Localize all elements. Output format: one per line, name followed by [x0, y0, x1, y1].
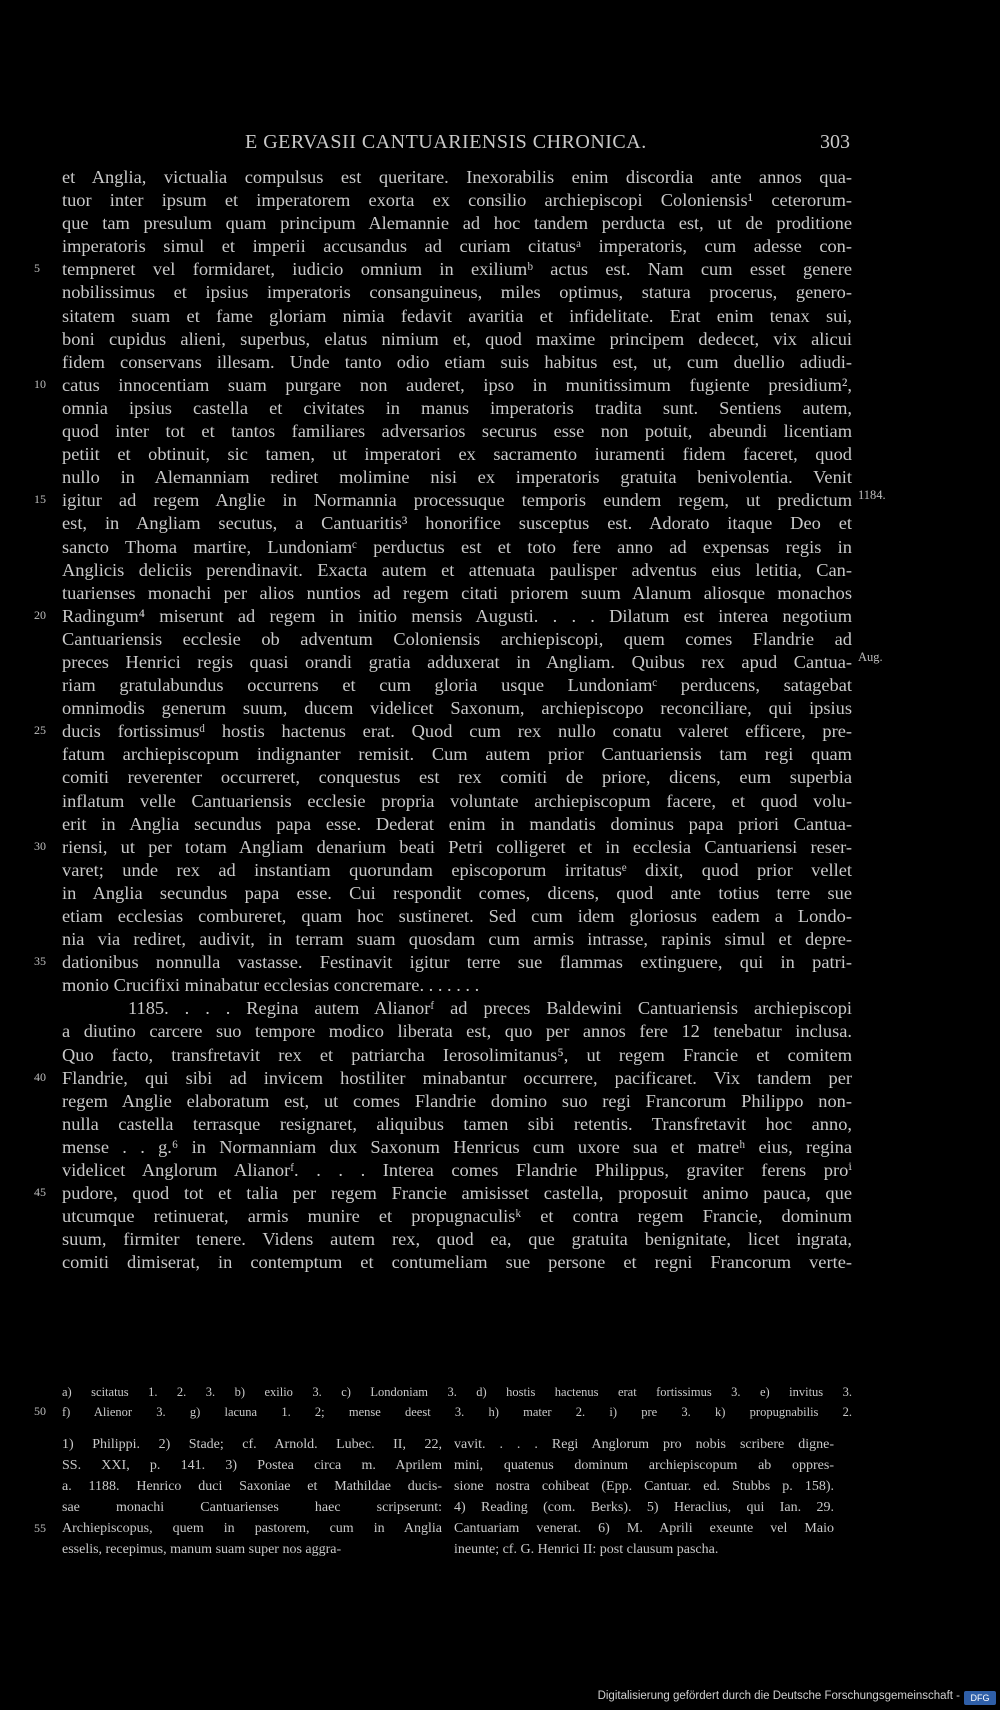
text-line: etiam ecclesias combureret, quam hoc sustineret. Sed cum idem gloriosus eadem a Londo- [62, 906, 852, 926]
margin-year: 1184. [858, 488, 886, 502]
text-line: sione nostra cohibeat (Epp. Cantuar. ed. Stubbs p. 158). [454, 1479, 834, 1494]
text-line: et Anglia, victualia compulsus est queritare. Inexorabilis enim discordia ante annos qua- [62, 167, 852, 187]
text-line: erit in Anglia secundus papa esse. Dederat enim in mandatis dominus papa priori Cantua- [62, 813, 852, 834]
text-line: regem Anglie elaboratum est, ut comes Flandrie domino suo regi Francorum Philippo non- [62, 1090, 852, 1111]
text-line: sancto Thoma martire, Lundoniamᶜ perductus est et toto fere anno ad expensas regis in [62, 536, 852, 557]
line-number: 30 [34, 839, 46, 853]
text-line: sae monachi Cantuarienses haec scripserunt: [62, 1500, 442, 1515]
running-title: E GERVASII CANTUARIENSIS CHRONICA. [245, 131, 647, 153]
text-line: Quo facto, transfretavit rex et patriarcha Ierosolimitanus⁵, ut regem Francie et comitem [62, 1044, 852, 1065]
text-line: riam gratulabundus occurrens et cum gloria usque Lundoniamᶜ perducens, satagebat [62, 675, 852, 696]
text-line: tuor inter ipsum et imperatorem exorta ex consilio archiepiscopi Coloniensis¹ ceterorum- [62, 190, 852, 211]
line-number: 50 [34, 1404, 46, 1418]
text-line: utcumque retinuerat, armis munire et propugnaculisᵏ et contra regem Francie, dominum [62, 1206, 852, 1227]
text-line: monio Crucifixi minabatur ecclesias concremare. . . . . . . [62, 975, 480, 996]
text-line: 1) Philippi. 2) Stade; cf. Arnold. Lubec. II, 22, [62, 1437, 442, 1452]
text-line: tuarienses monachi per alios nuntios ad regem citati priorem suum Alanum aliosque monachos [62, 582, 852, 603]
text-line: riensi, ut per totam Angliam denarium beati Petri colligeret et in ecclesia Cantuariensi reser- [62, 836, 852, 857]
text-line: sitatem suam et fame gloriam nimia fedavit avaritia et infidelitate. Erat enim tenax sui, [62, 305, 852, 326]
text-line: fatum archiepiscopum indignanter remisit. Cum autem prior Cantuariensis tam regi quam [62, 744, 852, 765]
footnotes-left-column [62, 1434, 442, 1560]
text-line: Anglicis deliciis perendinavit. Exacta autem et attenuata paulisper adventus eius letitia, Can- [62, 559, 852, 580]
line-number: 20 [34, 608, 46, 622]
text-line: varet; unde rex ad instantiam quorundam episcoporum irritatusᵉ dixit, quod prior vellet [62, 859, 852, 880]
margin-month: Aug. [858, 650, 883, 664]
running-header [0, 131, 1000, 161]
text-line: Radingum⁴ miserunt ad regem in initio mensis Augusti. . . . Dilatum est interea negotium [62, 605, 852, 626]
text-line: quod inter tot et tantos familiares adversarios securus esse non potuit, abeundi licentiam [62, 421, 852, 442]
footnotes-right-column [454, 1434, 834, 1560]
text-line: esselis, recepimus, manum suam super nos aggra- [62, 1542, 342, 1557]
text-line: comiti reverenter occurreret, conquestus est rex comiti de priore, dicens, eum superbia [62, 767, 852, 788]
text-line: imperatoris simul et imperii accusandus ad curiam citatusᵃ imperatoris, cum adesse con- [62, 236, 852, 257]
text-line: comiti dimiserat, in contemptum et contumeliam sue persone et regni Francorum verte- [62, 1252, 852, 1273]
text-line: petiit et obtinuit, sic tamen, ut imperatori ex sacramento iuramenti fidem faceret, quod [62, 444, 852, 465]
line-number: 25 [34, 723, 46, 737]
text-line: catus innocentiam suam purgare non auderet, ipso in munitissimum fugiente presidium², [62, 374, 852, 395]
text-line: igitur ad regem Anglie in Normannia processuque temporis eundem regem, ut predictum [62, 490, 852, 511]
page-number: 303 [820, 131, 850, 153]
text-line: inflatum velle Cantuariensis ecclesie propria voluntate archiepiscopum facere, et quod volu- [62, 790, 852, 811]
text-line: 1185. . . . Regina autem Alianorᶠ ad preces Baldewini Cantuariensis archiepiscopi [128, 998, 852, 1019]
text-line: videlicet Anglorum Alianorᶠ. . . . Interea comes Flandrie Philippus, graviter ferens proⁱ [62, 1160, 852, 1181]
text-line: nobilissimus et ipsius imperatoris consanguineus, miles optimus, statura procerus, genero- [62, 282, 852, 303]
text-line: 4) Reading (com. Berks). 5) Heraclius, qui Ian. 29. [454, 1500, 834, 1515]
text-line: Flandrie, qui sibi ad invicem hostiliter minabantur occurrere, pacificaret. Vix tandem per [62, 1067, 852, 1088]
text-line: a diutino carcere suo tempore modico liberata est, quo per annos fere 12 tenebatur inclusa. [62, 1021, 852, 1042]
text-line: vavit. . . . Regi Anglorum pro nobis scribere digne- [454, 1437, 834, 1452]
text-line: Archiepiscopus, quem in pastorem, cum in Anglia [62, 1521, 442, 1536]
text-line: preces Henrici regis quasi orandi gratia adduxerat in Angliam. Quibus rex apud Cantua- [62, 651, 852, 672]
text-line: nullo in Alemanniam rediret molimine nisi ex imperatoris gratuita benivolentia. Venit [62, 467, 852, 488]
variant-line: a) scitatus 1. 2. 3. b) exilio 3. c) Londoniam 3. d) hostis hactenus erat fortissimus 3. e) invitus 3. [62, 1385, 852, 1399]
main-text [62, 166, 852, 1275]
text-line: mini, quatenus dominum archiepiscopum ab oppres- [454, 1458, 834, 1473]
variant-line: f) Alienor 3. g) lacuna 1. 2; mense deest 3. h) mater 2. i) pre 3. k) propugnabilis 2. [62, 1405, 852, 1419]
footer-credit: Digitalisierung gefördert durch die Deutsche Forschungsgemeinschaft - [597, 1690, 960, 1702]
text-line: SS. XXI, p. 141. 3) Postea circa m. Aprilem [62, 1458, 442, 1473]
line-number: 40 [34, 1070, 46, 1084]
text-line: ducis fortissimusᵈ hostis hactenus erat. Quod cum rex nullo conatu valeret efficere, pre- [62, 721, 852, 742]
dfg-logo: DFG [964, 1691, 996, 1705]
line-number: 55 [34, 1521, 46, 1535]
text-line: omnia ipsius castella et civitates in manus imperatoris tradita sunt. Sentiens autem, [62, 397, 852, 418]
text-line: omnimodis generum suum, ducem videlicet Saxonum, archiepiscopo reconciliare, qui ipsius [62, 698, 852, 719]
text-line: nulla castella terrasque resignaret, aliquibus tamen sibi retentis. Transfretavit hoc anno, [62, 1113, 852, 1134]
textual-variants [62, 1382, 852, 1422]
line-number: 45 [34, 1185, 46, 1199]
text-line: dationibus nonnulla vastasse. Festinavit igitur terre sue flammas extinguere, qui in patri- [62, 952, 852, 973]
text-line: in Anglia secundus papa esse. Cui respondit comes, dicens, quod ante totius terre sue [62, 882, 852, 903]
text-line: pudore, quod tot et talia per regem Francie amisisset castella, proposuit animo pauca, que [62, 1183, 852, 1204]
text-line: fidem conservans illesam. Unde tanto odio etiam suis habitus est, ut, cum duellio adiudi- [62, 351, 852, 372]
line-number: 35 [34, 954, 46, 968]
text-line: nia via rediret, audivit, in terram suam quosdam cum armis intrasse, rapinis simul et depre- [62, 929, 852, 950]
text-line: a. 1188. Henrico duci Saxoniae et Mathildae ducis- [62, 1479, 442, 1494]
text-line: que tam presulum quam principum Alemannie ad hoc tandem perducta est, ut de proditione [62, 213, 852, 234]
text-line: suum, firmiter tenere. Videns autem rex, quod ea, que gratuita benignitate, licet ingrata, [62, 1229, 852, 1250]
text-line: Cantuariensis ecclesie ob adventum Coloniensis archiepiscopi, quem comes Flandrie ad [62, 628, 852, 649]
text-line: boni cupidus alieni, superbus, elatus nimium et, quod maxime principem dedecet, vix alicui [62, 328, 852, 349]
text-line: Cantuariam venerat. 6) M. Aprili exeunte vel Maio [454, 1521, 834, 1536]
text-line: est, in Angliam secutus, a Cantuaritis³ honorifice susceptus est. Adorato itaque Deo et [62, 513, 852, 534]
text-line: tempneret vel formidaret, iudicio omnium in exiliumᵇ actus est. Nam cum esset genere [62, 259, 852, 280]
line-number: 10 [34, 377, 46, 391]
text-line: mense . . g.⁶ in Normanniam dux Saxonum Henricus cum uxore sua et matreʰ eius, regina [62, 1136, 852, 1157]
line-number: 15 [34, 492, 46, 506]
text-line: ineunte; cf. G. Henrici II: post clausum pascha. [454, 1542, 719, 1557]
line-number: 5 [34, 261, 40, 275]
footer [590, 1690, 1000, 1710]
